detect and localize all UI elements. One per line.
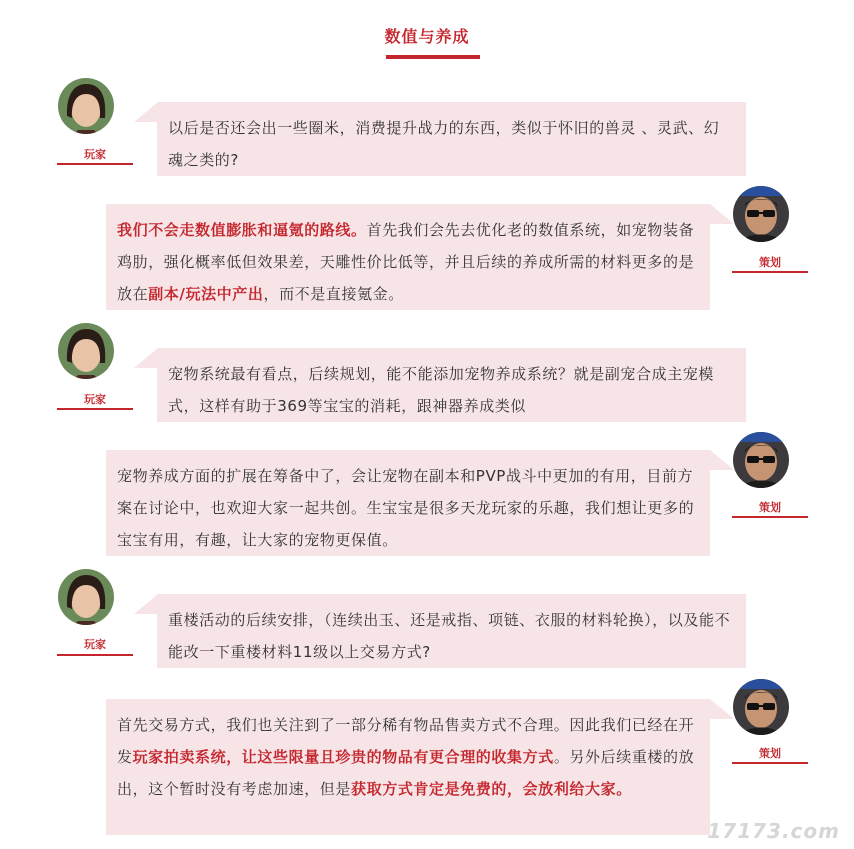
message-highlight: 玩家拍卖系统，让这些限量且珍贵的物品有更合理的收集方式 (132, 748, 554, 766)
role-label-planner: 策划 (759, 256, 781, 269)
role-underline (57, 408, 133, 410)
message-text: 宠物系统最有看点，后续规划，能不能添加宠物养成系统？就是副宠合成主宠模式，这样有助于369等宝宝的消耗，跟神器养成类似 (168, 365, 715, 415)
planner-message (106, 699, 710, 835)
title-underline (386, 55, 480, 59)
message-text: 以后是否还会出一些圈米，消费提升战力的东西，类似于怀旧的兽灵 、灵武、幻魂之类的? (168, 119, 720, 169)
player-avatar-icon (58, 323, 114, 379)
message-highlight: 获取方式肯定是免费的，会放利给大家。 (351, 780, 632, 798)
message-text: 首先交易方式，我们也关注到了一部分稀有物品售卖方式不合理。因此我们已经在开发 (117, 716, 695, 766)
message-text: 。另外后续重楼的放出，这个暂时没有考虑加速，但是 (117, 748, 695, 798)
message-text: 首先我们会先去优化老的数值系统，如宠物装备鸡肋，强化概率低但效果差，天雕性价比低等，并且后续的养成所需的材料更多的是放在 (117, 221, 695, 303)
message-highlight: 我们不会走数值膨胀和逼氪的路线。 (117, 221, 367, 239)
role-label-planner: 策划 (759, 501, 781, 514)
bubble-pointer (710, 204, 734, 224)
planner-avatar-icon (733, 432, 789, 488)
message-text: 重楼活动的后续安排，（连续出玉、还是戒指、项链、衣服的材料轮换），以及能不能改一下重楼材料11级以上交易方式? (168, 611, 731, 661)
planner-avatar-icon (733, 186, 789, 242)
planner-message (106, 450, 710, 556)
player-avatar-icon (58, 78, 114, 134)
message-highlight: 副本/玩法中产出 (148, 285, 264, 303)
bubble-pointer (134, 102, 158, 122)
role-underline (732, 516, 808, 518)
bubble-pointer (134, 594, 158, 614)
role-underline (57, 654, 133, 656)
message-text: ，而不是直接氪金。 (263, 285, 404, 303)
bubble-pointer (710, 699, 734, 719)
player-message (157, 594, 746, 668)
role-label-planner: 策划 (759, 747, 781, 760)
role-underline (57, 163, 133, 165)
bubble-pointer (134, 348, 158, 368)
role-label-player: 玩家 (84, 638, 106, 651)
bubble-pointer (710, 450, 734, 470)
message-text: 宠物养成方面的扩展在筹备中了，会让宠物在副本和PVP战斗中更加的有用，目前方案在讨论中，也欢迎大家一起共创。生宝宝是很多天龙玩家的乐趣，我们想让更多的宝宝有用，有趣，让大家的宠物更保值。 (117, 467, 695, 549)
player-avatar-icon (58, 569, 114, 625)
role-underline (732, 762, 808, 764)
player-message (157, 348, 746, 422)
role-label-player: 玩家 (84, 148, 106, 161)
watermark-logo: 17173.com (707, 819, 840, 843)
planner-avatar-icon (733, 679, 789, 735)
section-title: 数值与养成 (384, 27, 470, 46)
player-message (157, 102, 746, 176)
role-underline (732, 271, 808, 273)
role-label-player: 玩家 (84, 393, 106, 406)
planner-message (106, 204, 710, 310)
